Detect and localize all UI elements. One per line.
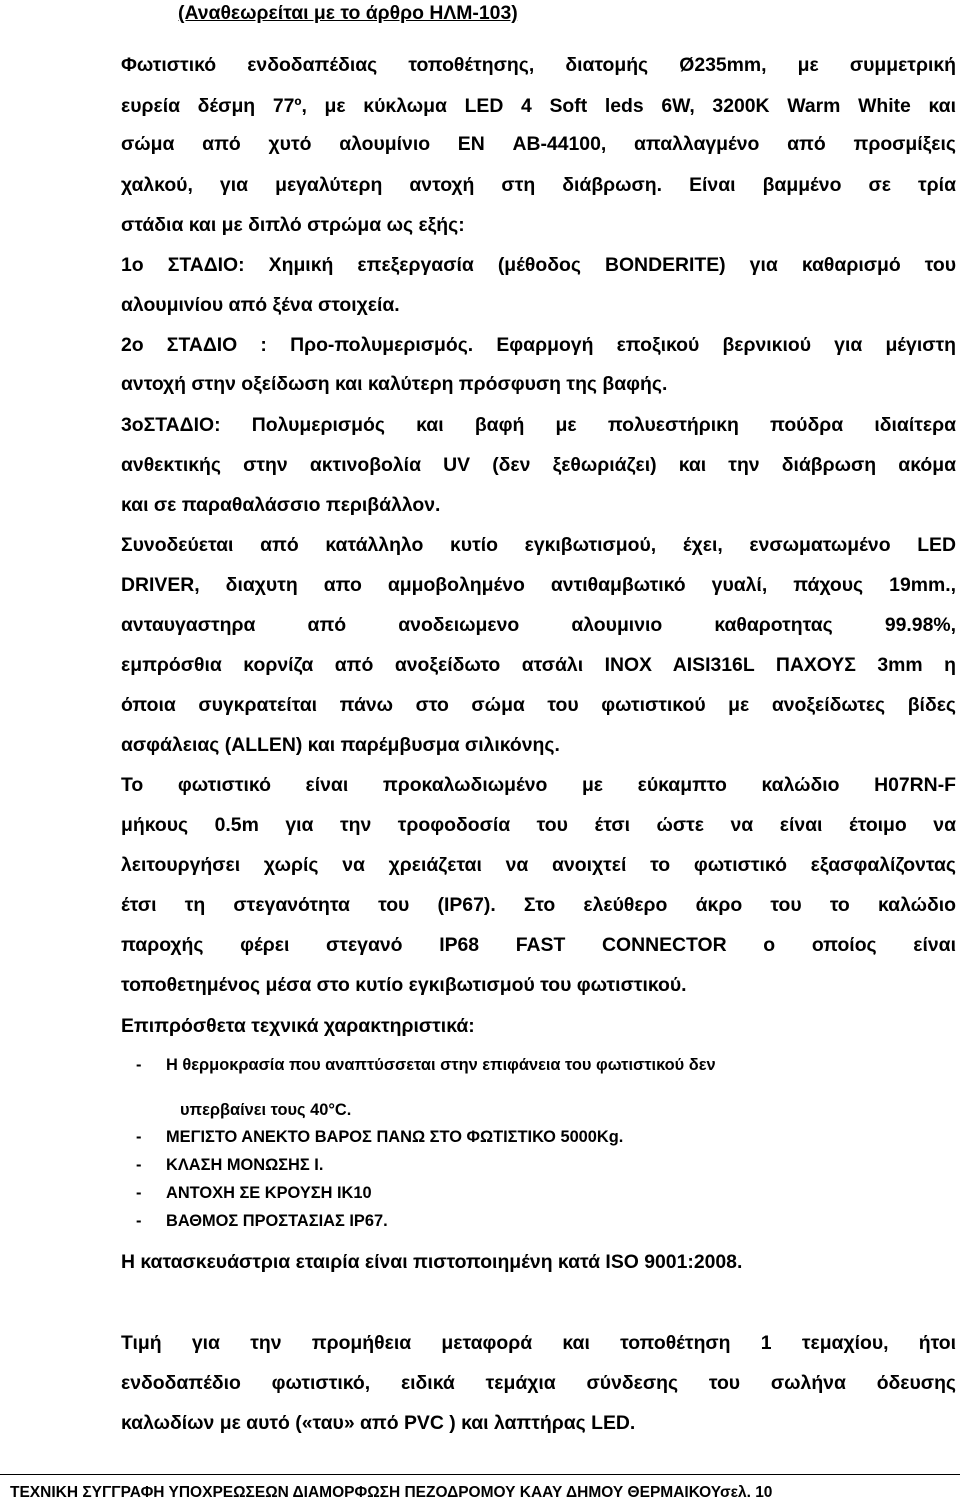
paragraph-line: αλουμινίου από ξένα στοιχεία. (121, 294, 400, 316)
bullet-item: υπερβαίνει τους 40°C. (180, 1101, 352, 1119)
paragraph-line: τοποθετημένος μέσα στο κυτίο εγκιβωτισμού του φωτιστικού. (121, 974, 687, 996)
bullet-item: Η θερμοκρασία που αναπτύσσεται στην επιφάνεια του φωτιστικού δεν (166, 1056, 716, 1074)
paragraph-line: και σε παραθαλάσσιο περιβάλλον. (121, 494, 441, 516)
paragraph-line: ανταυγαστηρα από ανοδειωμενο αλουμινιο καθαροτητας 99.98%, (121, 614, 956, 636)
paragraph-line: αντοχή στην οξείδωση και καλύτερη πρόσφυση της βαφής. (121, 373, 668, 395)
price-line: καλωδίων με αυτό («ταυ» από PVC ) και λαπτήρας LED. (121, 1412, 636, 1434)
bullet-item: ΑΝΤΟΧΗ ΣΕ ΚΡΟΥΣΗ ΙΚ10 (166, 1184, 372, 1202)
paragraph-line: ανθεκτικής στην ακτινοβολία UV (δεν ξεθωριάζει) και την διάβρωση ακόμα (121, 454, 956, 476)
paragraph-line: Συνοδεύεται από κατάλληλο κυτίο εγκιβωτισμού, έχει, ενσωματωμένο LED (121, 534, 956, 556)
certification-line: Η κατασκευάστρια εταιρία είναι πιστοποιημένη κατά ISO 9001:2008. (121, 1251, 743, 1273)
paragraph-line: λειτουργήσει χωρίς να χρειάζεται να ανοιχτεί το φωτιστικό εξασφαλίζοντας (121, 854, 956, 876)
page-footer: ΤΕΧΝΙΚΗ ΣΥΓΓΡΑΦΗ ΥΠΟΧΡΕΩΣΕΩΝ ΔΙΑΜΟΡΦΩΣΗ ΠΕΖΟΔΡΟΜΟΥ ΚΑΑΥ ΔΗΜΟΥ ΘΕΡΜΑΙΚΟΥσελ. 10 (10, 1484, 773, 1501)
bullet-dash: - (136, 1056, 142, 1074)
bullet-dash: - (136, 1184, 142, 1202)
paragraph-line: εμπρόσθια κορνίζα από ανοξείδωτο ατσάλι INOX AISI316L ΠΑΧΟΥΣ 3mm η (121, 654, 956, 676)
section-heading: (Αναθεωρείται με το άρθρο ΗΛΜ-103) (178, 2, 518, 24)
paragraph-line: Το φωτιστικό είναι προκαλωδιωμένο με εύκαμπτο καλώδιο H07RN-F (121, 774, 956, 796)
paragraph-line: ευρεία δέσμη 77º, με κύκλωμα LED 4 Soft leds 6W, 3200K Warm White και (121, 95, 956, 117)
paragraph-line: σώμα από χυτό αλουμίνιο ΕΝ AB-44100, απαλλαγμένο από προσμίξεις (121, 133, 956, 155)
paragraph-line: παροχής φέρει στεγανό IP68 FAST CONNECTOR ο οποίος είναι (121, 934, 956, 956)
paragraph-line: χαλκού, για μεγαλύτερη αντοχή στη διάβρωση. Είναι βαμμένο σε τρία (121, 174, 956, 196)
paragraph-line: 2ο ΣΤΑΔΙΟ : Προ-πολυμερισμός. Εφαρμογή εποξικού βερνικιού για μέγιστη (121, 334, 956, 356)
footer-rule (0, 1474, 960, 1475)
bullet-dash: - (136, 1128, 142, 1146)
paragraph-line: στάδια και με διπλό στρώμα ως εξής: (121, 214, 465, 236)
paragraph-line: DRIVER, διαχυτη απο αμμοβολημένο αντιθαμβωτικό γυαλί, πάχους 19mm., (121, 574, 956, 596)
paragraph-line: 3οΣΤΑΔΙΟ: Πολυμερισμός και βαφή με πολυεστήρικη πούδρα ιδιαίτερα (121, 414, 956, 436)
paragraph-line: Φωτιστικό ενδοδαπέδιας τοποθέτησης, διατομής Ø235mm, με συμμετρική (121, 54, 956, 76)
price-line: ενδοδαπέδιο φωτιστικό, ειδικά τεμάχια σύνδεσης του σωλήνα όδευσης (121, 1372, 956, 1394)
bullet-item: ΒΑΘΜΟΣ ΠΡΟΣΤΑΣΙΑΣ IP67. (166, 1212, 388, 1230)
paragraph-line: όποια συγκρατείται πάνω στο σώμα του φωτιστικού με ανοξείδωτες βίδες (121, 694, 956, 716)
price-line: Τιμή για την προμήθεια μεταφορά και τοποθέτηση 1 τεμαχίου, ήτοι (121, 1332, 956, 1354)
bullet-item: ΜΕΓΙΣΤΟ ΑΝΕΚΤΟ ΒΑΡΟΣ ΠΑΝΩ ΣΤΟ ΦΩΤΙΣΤΙΚΟ 5000Kg. (166, 1128, 624, 1146)
paragraph-line: Επιπρόσθετα τεχνικά χαρακτηριστικά: (121, 1015, 475, 1037)
bullet-item: ΚΛΑΣΗ ΜΟΝΩΣΗΣ Ι. (166, 1156, 324, 1174)
paragraph-line: ασφάλειας (ALLEN) και παρέμβυσμα σιλικόνης. (121, 734, 560, 756)
paragraph-line: έτσι τη στεγανότητα του (IP67). Στο ελεύθερο άκρο του το καλώδιο (121, 894, 956, 916)
bullet-dash: - (136, 1156, 142, 1174)
paragraph-line: 1ο ΣΤΑΔΙΟ: Χημική επεξεργασία (μέθοδος BONDERITE) για καθαρισμό του (121, 254, 956, 276)
paragraph-line: μήκους 0.5m για την τροφοδοσία του έτσι ώστε να είναι έτοιμο να (121, 814, 956, 836)
bullet-dash: - (136, 1212, 142, 1230)
